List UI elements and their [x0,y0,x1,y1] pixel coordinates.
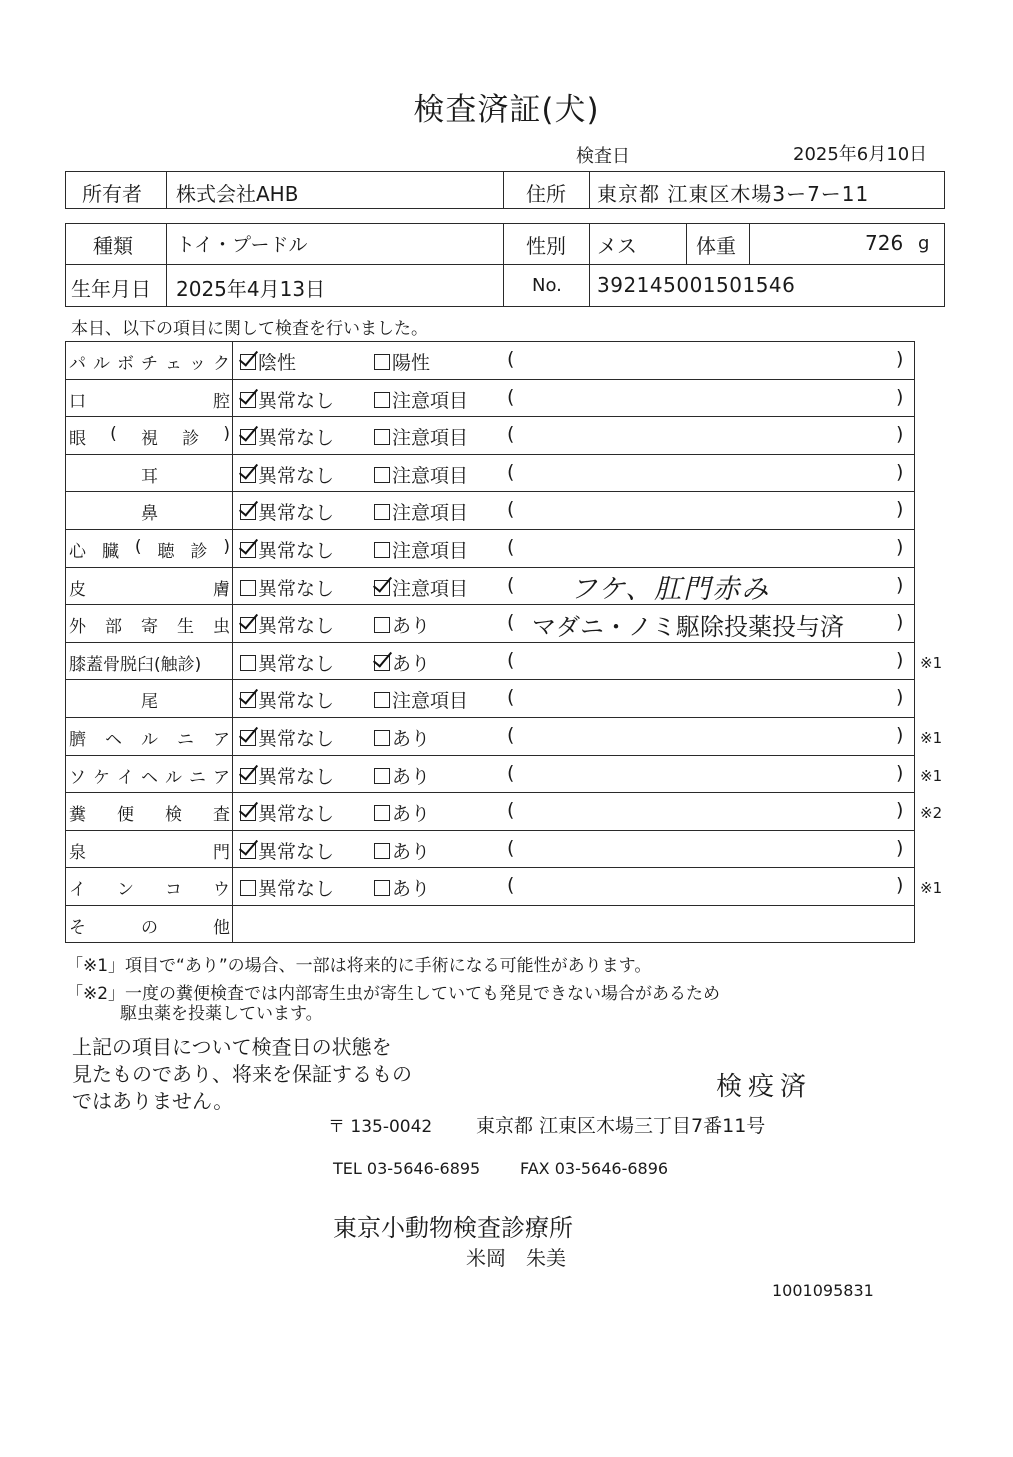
checkbox[interactable] [240,354,256,370]
footnote-2-line2: 駆虫薬を投薬しています。 [120,1004,323,1024]
row-label [66,725,232,750]
row-label [66,575,232,600]
row-label-char: 皮 [69,579,86,600]
option-1-label: 異常なし [258,464,335,487]
option-1-label: 陰性 [258,352,297,374]
row-label [66,349,232,374]
checkbox[interactable] [374,768,390,784]
row-label-char: 診 [182,429,200,450]
option-1[interactable] [240,386,334,413]
paren-close: ) [896,799,904,822]
disclaimer-line3: ではありません。 [72,1089,234,1113]
row-label-char: 他 [213,918,230,938]
birthdate-label: 生年月日 [71,277,151,301]
breed-label: 種類 [93,234,133,258]
disclaimer-line1: 上記の項目について検査日の状態を [72,1035,392,1059]
row-label-char: イ [69,880,86,901]
paren-open: ( [507,573,515,596]
checkbox[interactable] [240,805,256,821]
row-label-char: ウ [213,880,230,901]
checkbox[interactable] [374,692,390,708]
checkbox[interactable] [240,467,256,483]
row-label [66,612,232,637]
option-2-label: あり [392,878,431,901]
row-note: フケ、肛門赤み [570,573,771,605]
row-label-char: 腔 [213,391,230,412]
checkbox[interactable] [374,392,390,408]
row-footnote-mark: ※2 [920,804,943,823]
disclaimer-line2: 見たものであり、将来を保証するもの [72,1062,412,1086]
row-label-char: ) [223,537,230,557]
checkbox[interactable] [374,843,390,859]
paren-open: ( [507,648,515,671]
option-2-label: 陽性 [392,352,431,374]
option-2[interactable] [374,837,430,864]
checkbox[interactable] [240,730,256,746]
option-1-label: 異常なし [258,389,335,412]
option-2[interactable] [374,348,430,375]
checkbox[interactable] [374,354,390,370]
quarantine-stamp: 検疫済 [716,1072,813,1102]
row-label [66,537,232,562]
row-label-char: 生 [177,617,194,638]
clinic-tel: TEL 03-5646-6895 [333,1159,481,1178]
row-label [66,499,232,524]
row-label-char: ソ [69,767,86,788]
row-label-char: 聴 [157,542,175,562]
row-label-char: ア [213,767,230,788]
row-label-char: 外 [69,617,86,638]
sex-label: 性別 [526,234,566,258]
clinic-address: 東京都 江東区木場三丁目7番11号 [476,1115,766,1137]
option-2[interactable] [374,574,468,601]
paren-close: ) [896,498,904,521]
intro-text: 本日、以下の項目に関して検査を行いました。 [71,319,428,339]
option-2-label: あり [392,803,431,826]
option-2-label: あり [392,765,431,788]
clinic-fax: FAX 03-5646-6896 [520,1159,669,1178]
option-1-label: 異常なし [258,652,335,675]
option-2[interactable] [374,724,430,751]
row-label-char: 泉 [69,842,86,863]
paren-close: ) [896,648,904,671]
checkbox[interactable] [240,692,256,708]
row-label-char: 耳 [141,466,158,487]
option-1[interactable] [240,762,334,789]
paren-close: ) [896,761,904,784]
sex-value: メス [597,234,637,258]
option-1-label: 異常なし [258,502,335,525]
row-label-char: ヘ [141,767,158,788]
row-footnote-mark: ※1 [920,879,943,898]
page-title: 検査済証(犬) [413,92,600,128]
row-label [66,387,232,412]
row-label-char: 門 [213,842,230,863]
option-1[interactable] [240,461,334,488]
option-1[interactable] [240,649,334,676]
row-label-char: 臓 [101,542,119,562]
footnote-1: 「※1」項目で“あり”の場合、一部は将来的に手術になる可能性があります。 [66,956,652,976]
paren-close: ) [896,385,904,408]
option-2-label: 注意項目 [392,389,469,412]
address-label: 住所 [526,182,566,206]
checkbox[interactable] [240,542,256,558]
option-2[interactable] [374,649,430,676]
row-label-char: ニ [189,767,206,788]
option-1[interactable] [240,799,334,826]
row-label-char: ヘ [105,730,122,750]
vet-name: 米岡 朱美 [466,1246,566,1270]
row-label-char: の [141,918,158,938]
option-1-label: 異常なし [258,840,335,863]
inspection-date: 2025年6月10日 [793,144,928,165]
option-2-label: あり [392,652,431,675]
row-label-char: ッ [189,354,206,374]
paren-open: ( [507,874,515,897]
option-2-label: 注意項目 [392,540,469,562]
option-2-label: 注意項目 [392,690,469,713]
row-label-char: 鼻 [141,504,158,525]
breed-value: トイ・プードル [176,234,308,256]
checkbox[interactable] [374,504,390,520]
checkbox[interactable] [240,843,256,859]
owner-value: 株式会社AHB [176,182,299,206]
postal-code: 〒 135-0042 [328,1117,433,1137]
row-label-char: チ [141,354,158,374]
option-2[interactable] [374,686,468,713]
row-label-char: 便 [117,805,134,826]
paren-close: ) [896,724,904,746]
row-label-char: 診 [190,542,208,562]
checkbox[interactable] [240,880,256,896]
option-2-label: あり [392,615,431,638]
paren-close: ) [896,686,904,709]
row-label-char: 糞 [69,805,86,826]
option-2-label: 注意項目 [392,464,469,487]
paren-open: ( [507,536,515,558]
option-1[interactable] [240,686,334,713]
option-2-label: 注意項目 [392,577,469,600]
paren-open: ( [507,498,515,521]
checkbox[interactable] [374,467,390,483]
row-label-char: ェ [165,354,182,374]
checkbox[interactable] [374,655,390,671]
checkbox[interactable] [240,617,256,633]
birthdate-value: 2025年4月13日 [176,277,326,301]
option-2[interactable] [374,611,430,638]
option-1-label: 異常なし [258,690,335,713]
row-label [66,687,232,712]
option-1-label: 異常なし [258,765,335,788]
option-2[interactable] [374,386,468,413]
paren-close: ) [896,874,904,897]
paren-open: ( [507,423,515,446]
option-2[interactable] [374,874,430,901]
option-1-label: 異常なし [258,878,335,901]
checkbox[interactable] [374,617,390,633]
row-footnote-mark: ※1 [920,729,943,747]
row-label-char: 臍 [69,730,86,750]
option-2[interactable] [374,423,468,450]
number-value: 392145001501546 [597,273,796,297]
paren-close: ) [896,348,904,370]
option-1[interactable] [240,724,334,751]
paren-close: ) [896,611,904,634]
checkbox[interactable] [374,580,390,596]
weight-unit: g [918,233,930,254]
row-label-char: ) [223,424,230,445]
paren-open: ( [507,348,515,370]
row-label [66,800,232,825]
checkbox[interactable] [374,880,390,896]
row-label-char: 検 [165,805,182,826]
option-2[interactable] [374,498,468,525]
row-label-char: イ [117,767,134,788]
row-label-char: 寄 [141,617,158,638]
number-label: No. [532,275,562,296]
paren-open: ( [507,385,515,408]
row-label-char: 査 [213,805,230,826]
checkbox[interactable] [240,655,256,671]
paren-close: ) [896,573,904,596]
option-1-label: 異常なし [258,540,335,562]
row-note: マダニ・ノミ駆除投薬投与済 [532,613,844,642]
option-1[interactable] [240,837,334,864]
checkbox[interactable] [374,542,390,558]
weight-value: 726 [865,231,904,255]
address-value: 東京都 江東区木場3ー7ー11 [597,182,870,206]
option-1[interactable] [240,498,334,525]
paren-close: ) [896,460,904,483]
checkbox[interactable] [240,429,256,445]
row-label-other [66,913,232,938]
row-label [66,838,232,863]
row-label-char: ボ [117,354,134,374]
row-label [66,763,232,788]
row-label-char: ル [141,730,158,750]
paren-open: ( [507,836,515,859]
row-label-char: 膝蓋骨脱臼(触診) [69,654,202,675]
footnote-2-line1: 「※2」一度の糞便検査では内部寄生虫が寄生していても発見できない場合があるため [66,984,721,1004]
paren-open: ( [507,686,515,709]
row-label [66,650,232,675]
checkbox[interactable] [374,429,390,445]
row-label-char: 尾 [141,692,158,713]
row-label-char: ( [110,424,117,445]
paren-open: ( [507,611,515,634]
row-footnote-mark: ※1 [920,653,943,672]
serial-number: 1001095831 [772,1281,874,1300]
row-label [66,424,232,449]
option-1-label: 異常なし [258,728,335,750]
row-label [66,462,232,487]
row-label-char: 眼 [69,429,86,450]
option-2[interactable] [374,799,430,826]
row-label-char: ン [117,880,134,901]
option-1-label: 異常なし [258,577,335,600]
inspection-date-label: 検査日 [576,146,630,167]
option-2-label: あり [392,728,431,750]
row-label-char: ア [213,730,230,750]
option-1[interactable] [240,874,334,901]
owner-label: 所有者 [82,182,142,206]
paren-close: ) [896,423,904,446]
paren-open: ( [507,460,515,483]
option-1-label: 異常なし [258,427,335,450]
row-label-char: ク [213,354,230,374]
option-1[interactable] [240,536,334,563]
row-label-char: ル [93,354,110,374]
row-label-char: 部 [105,617,122,638]
row-label-char: コ [165,880,182,901]
row-label [66,875,232,900]
option-1[interactable] [240,611,334,638]
option-1[interactable] [240,348,296,375]
paren-open: ( [507,761,515,784]
row-label-char: パ [69,354,86,374]
paren-open: ( [507,724,515,746]
row-label-char: そ [69,918,86,938]
option-2-label: あり [392,840,431,863]
row-footnote-mark: ※1 [920,766,943,785]
paren-close: ) [896,536,904,558]
row-label-char: 膚 [213,579,230,600]
row-label-char: ル [165,767,182,788]
row-label-char: ケ [93,767,110,788]
row-label-char: ( [134,537,142,557]
option-1-label: 異常なし [258,615,335,638]
checkbox[interactable] [240,768,256,784]
checkbox[interactable] [374,730,390,746]
paren-close: ) [896,836,904,859]
row-label-char: 心 [69,542,86,562]
row-label-char: 虫 [213,617,230,638]
checkbox[interactable] [374,805,390,821]
option-1-label: 異常なし [258,803,335,826]
option-2[interactable] [374,536,468,563]
checkbox[interactable] [240,580,256,596]
weight-label: 体重 [696,234,736,258]
option-1[interactable] [240,423,334,450]
option-1[interactable] [240,574,334,601]
option-2[interactable] [374,762,430,789]
row-label-char: 口 [69,391,86,412]
clinic-name: 東京小動物検査診療所 [333,1214,573,1242]
option-2-label: 注意項目 [392,502,469,525]
checkbox[interactable] [240,504,256,520]
checkbox[interactable] [240,392,256,408]
paren-open: ( [507,799,515,822]
option-2[interactable] [374,461,468,488]
row-label-char: ニ [177,730,194,750]
row-label-char: 視 [140,429,158,450]
option-2-label: 注意項目 [392,427,469,450]
